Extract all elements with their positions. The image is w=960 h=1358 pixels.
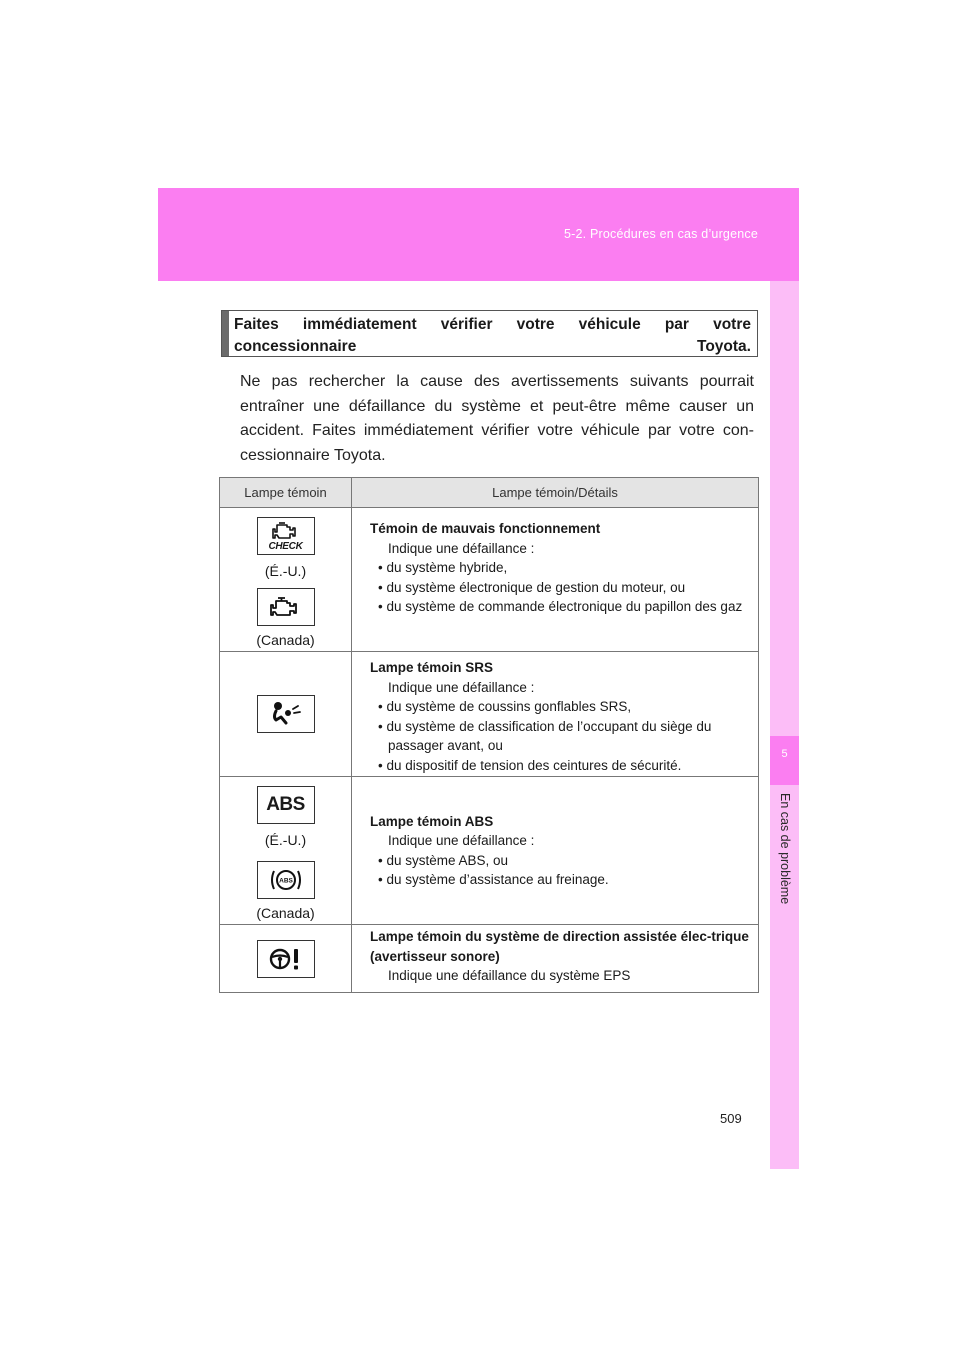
engine-shape [271,521,301,541]
column-header-details: Lampe témoin/Détails [352,478,759,508]
table-row [220,925,759,993]
lamp-intro: Indique une défaillance : [388,679,535,695]
engine-shape [269,595,303,619]
lamp-title: Lampe témoin ABS [370,813,494,829]
abs-text: ABS [266,794,305,815]
list-item: • du système d’assistance au freinage. [378,872,609,887]
header-band [158,188,799,281]
airbag-shape [268,700,304,728]
icon-caption: (É.-U.) [264,563,307,579]
list-item: • du système électronique de gestion du moteur, ou [378,579,686,595]
lamp-details-cell [352,508,759,652]
chapter-title: En cas de problème [778,793,792,905]
table-header-row [220,478,759,508]
page-number: 509 [720,1111,742,1126]
lamp-icon-cell [220,925,352,993]
warning-title-box [221,310,758,357]
table-row [220,508,759,652]
list-item: • du système de coussins gonflables SRS, [378,699,632,714]
lamp-details-cell [352,925,759,993]
check-engine-icon [257,517,315,555]
warning-title: Faites immédiatement vérifier votre véhicule par votre concessionnaire Toyota. [234,316,751,355]
chapter-tab[interactable] [770,736,799,785]
table-row [220,777,759,925]
list-item: • du système hybride, [378,560,508,575]
lamp-details-cell [352,652,759,777]
icon-caption: (É.-U.) [264,832,307,848]
title-accent-bar [222,311,229,356]
side-strip [770,281,799,1169]
lamp-icon-cell [220,777,352,925]
lamp-title: Témoin de mauvais fonctionnement [370,521,601,536]
lamp-title: Lampe témoin SRS [370,660,494,675]
srs-airbag-icon [257,695,315,733]
steering-shape [266,944,306,974]
abs-circle-icon [257,861,315,899]
lamp-details-cell [352,777,759,925]
column-header-lamp: Lampe témoin [220,478,352,508]
table-row [220,652,759,777]
icon-caption: (Canada) [256,632,315,648]
lamp-intro: Indique une défaillance : [388,833,535,848]
lamp-intro: Indique une défaillance : [388,540,535,556]
list-item: • du dispositif de tension des ceintures de sécurité. [378,757,682,773]
lamp-title: Lampe témoin du système de direction assistée élec-trique (avertisseur sonore) [370,929,749,964]
chapter-number: 5 [781,748,788,760]
abs-circle-shape [269,866,303,894]
list-item: • du système ABS, ou [378,852,509,868]
intro-paragraph: Ne pas rechercher la cause des avertissements suivants pourrait entraîner une défaillance du système et peut-être même causer un accident. Faites immédiatement vérifier votre véhicule par votre con-cessionnaire Toyota. [240,373,754,464]
check-text: CHECK [268,540,303,552]
lamp-icon-cell [220,508,352,652]
lamp-icon-cell [220,652,352,777]
icon-caption: (Canada) [256,905,315,921]
eps-steering-icon [257,940,315,978]
abs-icon [257,786,315,824]
list-item: • du système de classification de l’occupant du siège du passager avant, ou [378,718,712,753]
abs-circle-text: ABS [278,877,293,885]
warning-lamps-table [219,477,759,993]
engine-icon [257,588,315,626]
list-item: • du système de commande électronique du papillon des gaz [378,599,743,614]
lamp-intro: Indique une défaillance du système EPS [388,968,631,983]
section-title: 5-2. Procédures en cas d’urgence [563,227,758,241]
